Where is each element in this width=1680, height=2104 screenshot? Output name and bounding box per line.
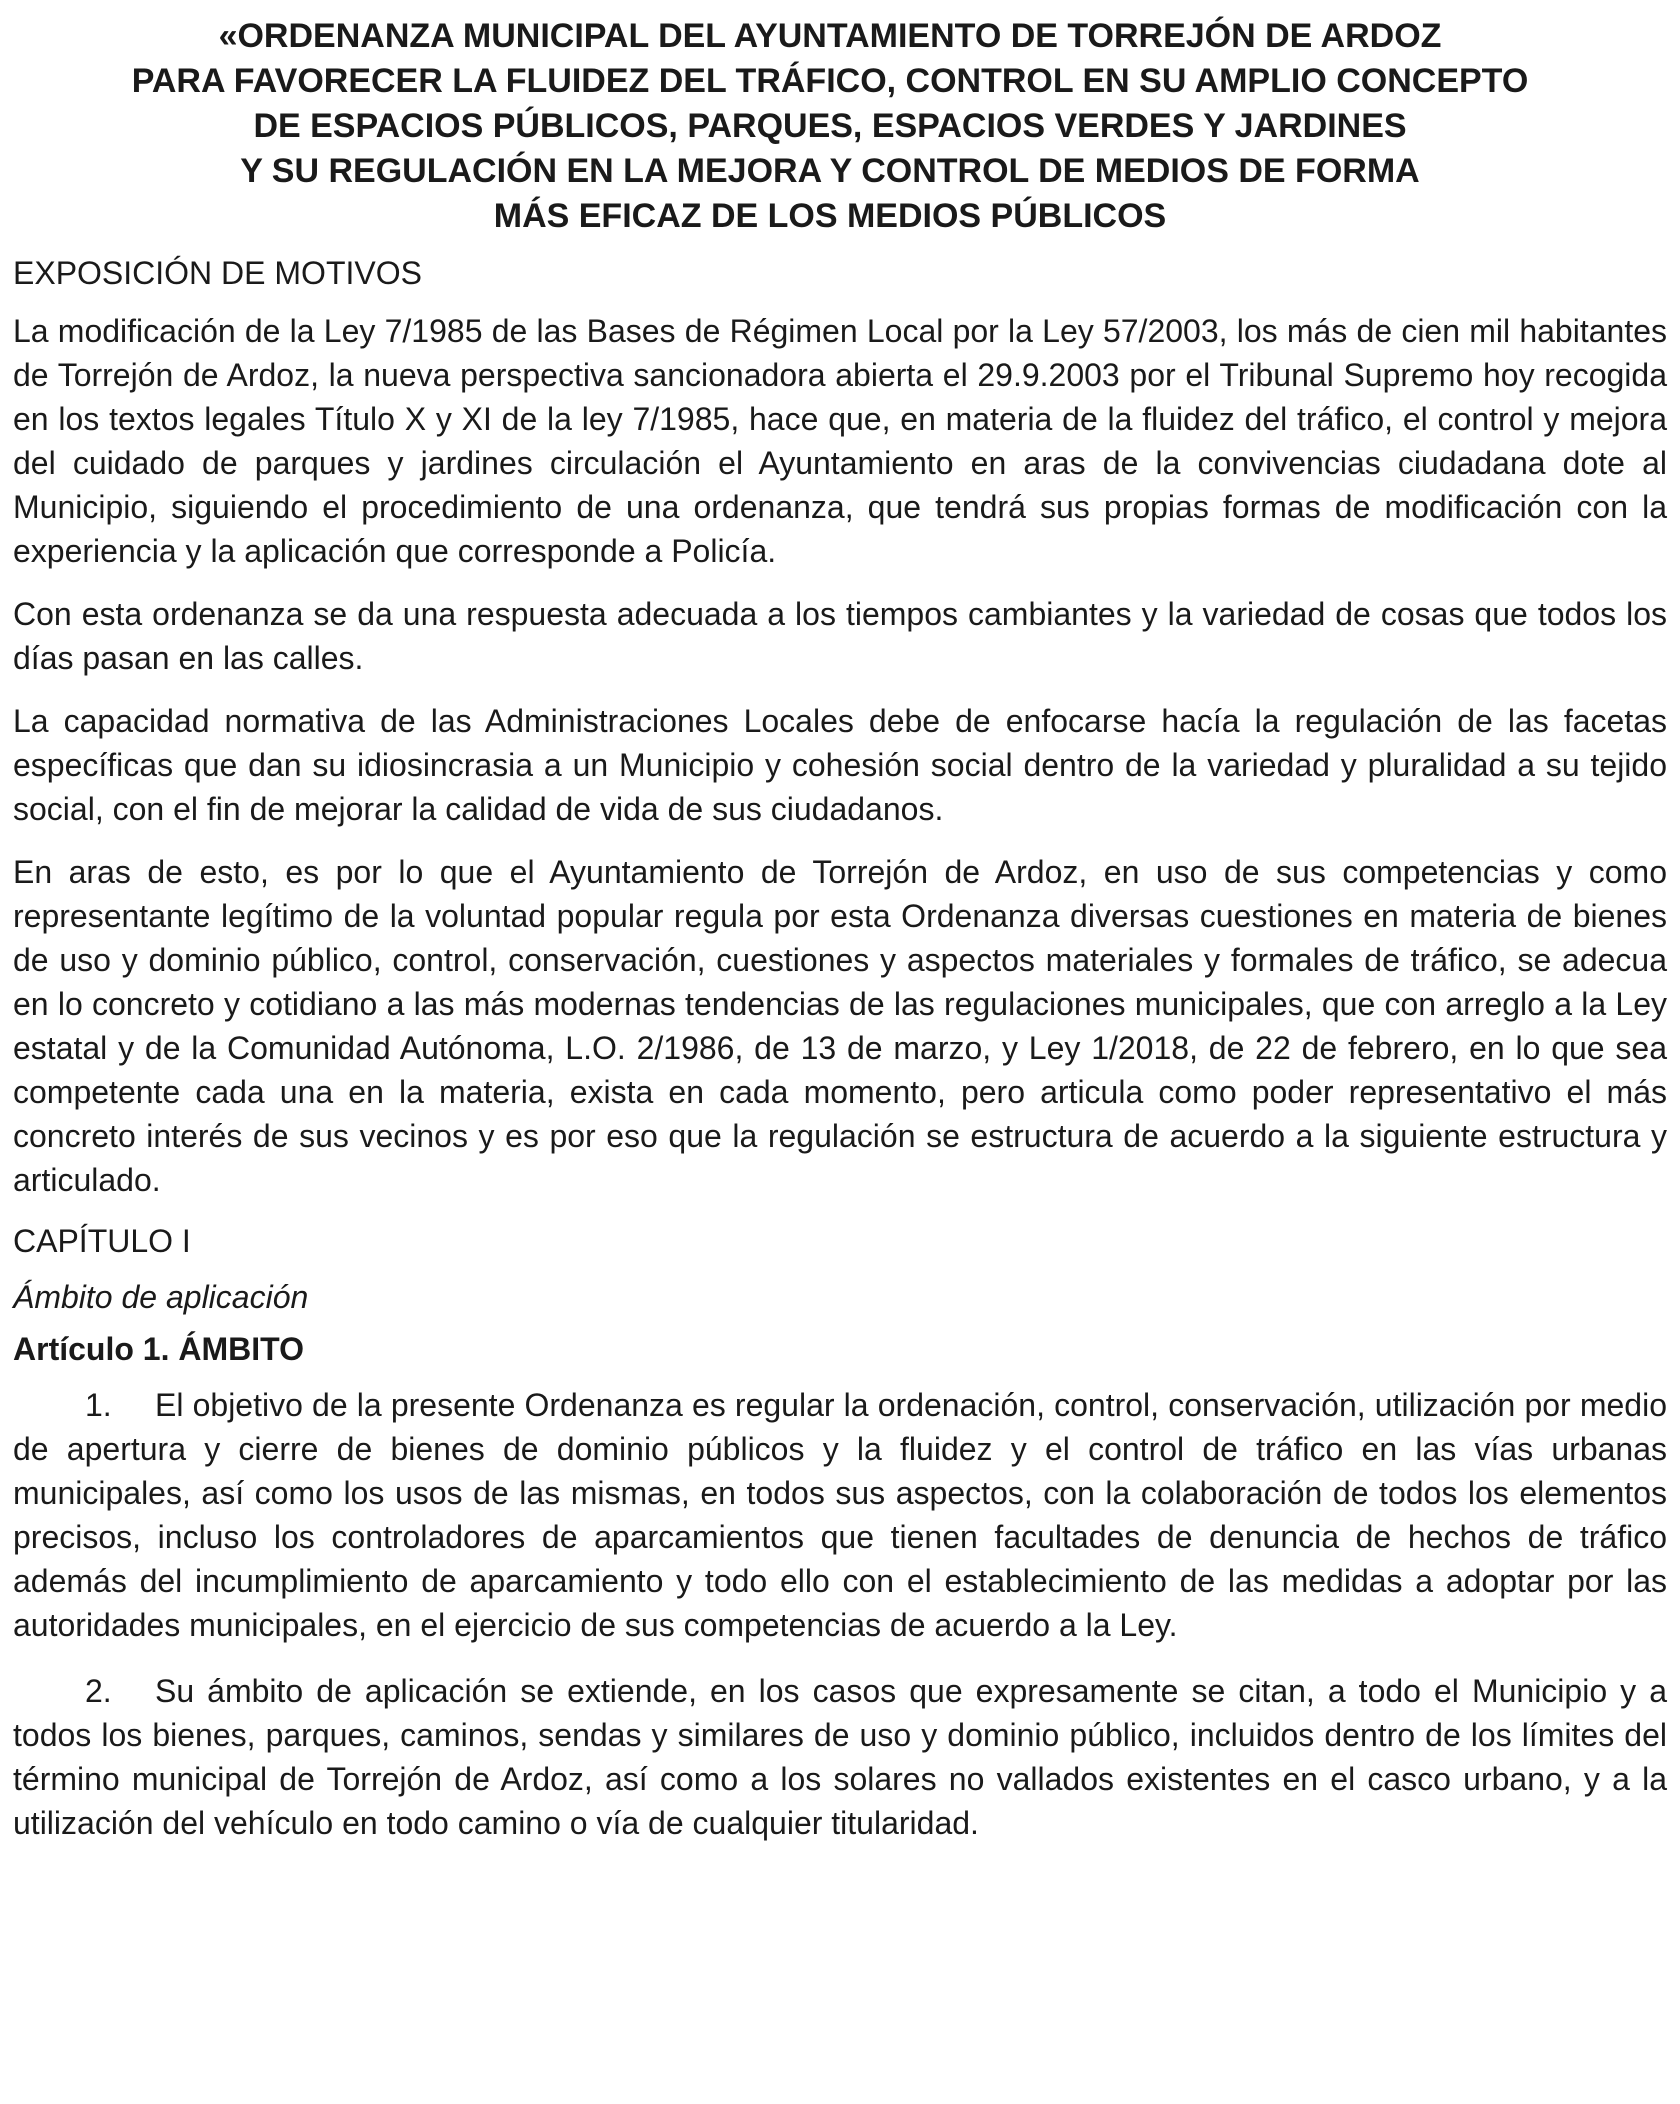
title-line: Y SU REGULACIÓN EN LA MEJORA Y CONTROL DE MEDIOS DE FORMA xyxy=(240,152,1420,190)
document-page xyxy=(13,14,1667,1867)
exposicion-paragraph: En aras de esto, es por lo que el Ayuntamiento de Torrejón de Ardoz, en uso de sus competencias y como representante legítimo de la voluntad popular regula por esta Ordenanza diversas cuestiones en materia de bienes de uso y dominio público, control, conservación, cuestiones y aspectos materiales y formales de tráfico, se adecua en lo concreto y cotidiano a las más modernas tendencias de las regulaciones municipales, que con arreglo a la Ley estatal y de la Comunidad Autónoma, L.O. 2/1986, de 13 de marzo, y Ley 1/2018, de 22 de febrero, en lo que sea competente cada una en la materia, exista en cada momento, pero articula como poder representativo el más concreto interés de sus vecinos y es por eso que la regulación se estructura de acuerdo a la siguiente estructura y articulado. xyxy=(13,854,1667,1198)
exposicion-paragraph: La capacidad normativa de las Administraciones Locales debe de enfocarse hacía la regulación de las facetas específicas que dan su idiosincrasia a un Municipio y cohesión social dentro de la variedad y pluralidad a su tejido social, con el fin de mejorar la calidad de vida de sus ciudadanos. xyxy=(13,703,1667,827)
article-item-number: 2. xyxy=(85,1673,112,1709)
title-line: MÁS EFICAZ DE LOS MEDIOS PÚBLICOS xyxy=(493,197,1167,235)
article-item-number: 1. xyxy=(85,1387,112,1423)
chapter-heading: CAPÍTULO I xyxy=(13,1223,191,1259)
title-line: DE ESPACIOS PÚBLICOS, PARQUES, ESPACIOS VERDES Y JARDINES xyxy=(253,107,1407,145)
exposicion-heading: EXPOSICIÓN DE MOTIVOS xyxy=(13,255,422,291)
document-title xyxy=(13,14,1667,239)
exposicion-paragraph: La modificación de la Ley 7/1985 de las Bases de Régimen Local por la Ley 57/2003, los más de cien mil habitantes de Torrejón de Ardoz, la nueva perspectiva sancionadora abierta el 29.9.2003 por el Tribunal Supremo hoy recogida en los textos legales Título X y XI de la ley 7/1985, hace que, en materia de la fluidez del tráfico, el control y mejora del cuidado de parques y jardines circulación el Ayuntamiento en aras de la convivencias ciudadana dote al Municipio, siguiendo el procedimiento de una ordenanza, que tendrá sus propias formas de modificación con la experiencia y la aplicación que corresponde a Policía. xyxy=(13,313,1667,569)
exposicion-paragraph: Con esta ordenanza se da una respuesta adecuada a los tiempos cambiantes y la variedad de cosas que todos los días pasan en las calles. xyxy=(13,596,1667,676)
title-line: «ORDENANZA MUNICIPAL DEL AYUNTAMIENTO DE TORREJÓN DE ARDOZ xyxy=(218,17,1442,55)
chapter-subtitle: Ámbito de aplicación xyxy=(13,1279,309,1315)
article-item-text: Su ámbito de aplicación se extiende, en los casos que expresamente se citan, a todo el Municipio y a todos los bienes, parques, caminos, sendas y similares de uso y dominio público, incluidos dentro de los límites del término municipal de Torrejón de Ardoz, así como a los solares no vallados existentes en el casco urbano, y a la utilización del vehículo en todo camino o vía de cualquier titularidad. xyxy=(13,1673,1667,1841)
article-item xyxy=(13,1669,1667,1845)
title-line: PARA FAVORECER LA FLUIDEZ DEL TRÁFICO, CONTROL EN SU AMPLIO CONCEPTO xyxy=(131,62,1529,100)
article-item-text: El objetivo de la presente Ordenanza es regular la ordenación, control, conservación, utilización por medio de apertura y cierre de bienes de dominio públicos y la fluidez y el control de tráfico en las vías urbanas municipales, así como los usos de las mismas, en todos sus aspectos, con la colaboración de todos los elementos precisos, incluso los controladores de aparcamientos que tienen facultades de denuncia de hechos de tráfico además del incumplimiento de aparcamiento y todo ello con el establecimiento de las medidas a adoptar por las autoridades municipales, en el ejercicio de sus competencias de acuerdo a la Ley. xyxy=(13,1387,1667,1643)
article-heading: Artículo 1. ÁMBITO xyxy=(13,1331,304,1367)
article-item xyxy=(13,1383,1667,1647)
